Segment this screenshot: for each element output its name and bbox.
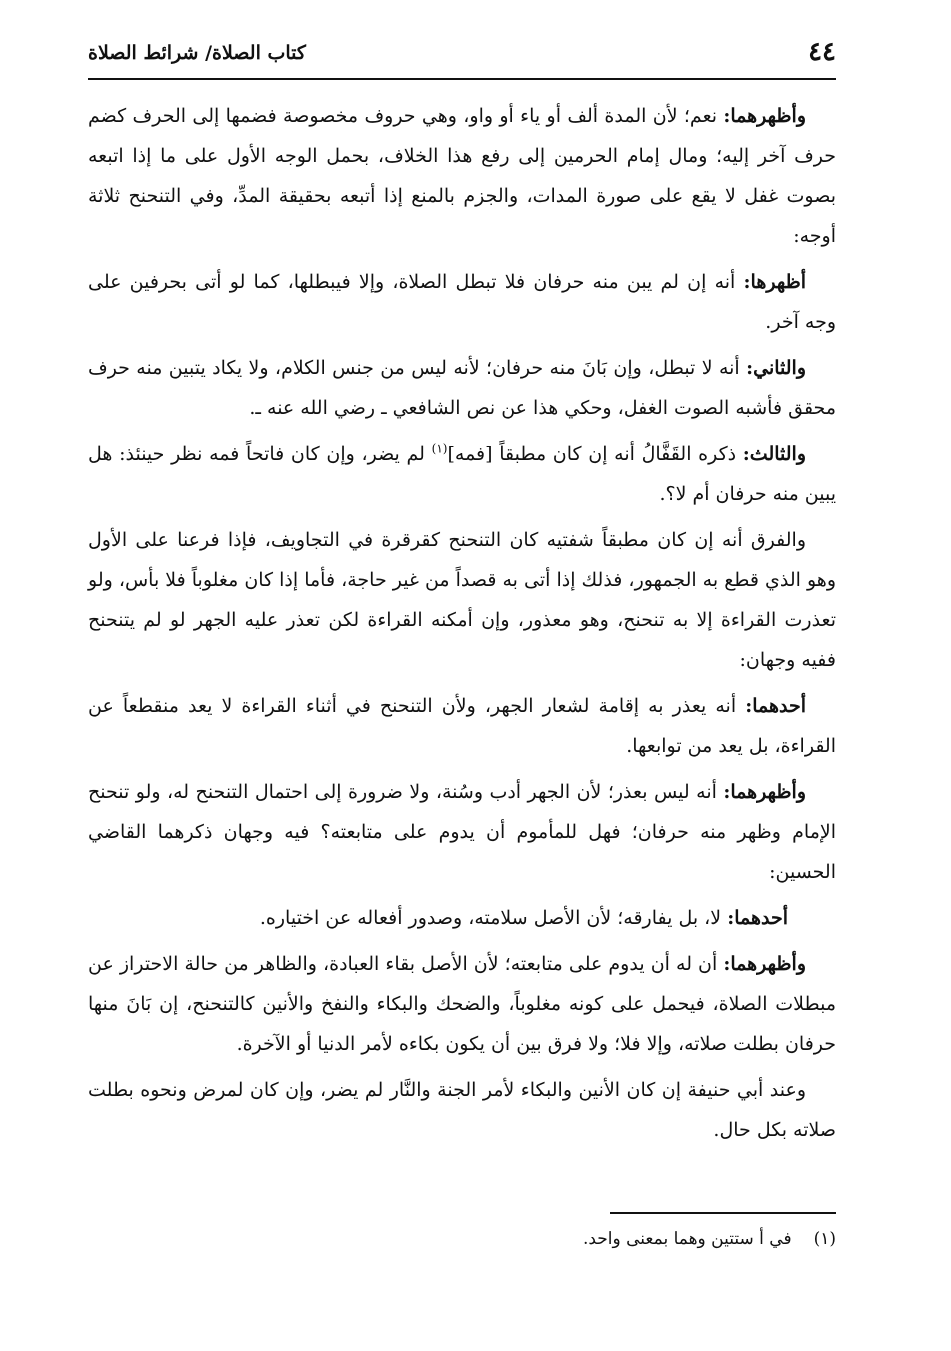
footnote-reference[interactable]: (١) — [431, 441, 448, 456]
page-header — [88, 34, 836, 74]
paragraph-text: والفرق أنه إن كان مطبقاً شفتيه كان التنحنح كقرقرة في التجاويف، فإذا فرعنا على الأول وهو الذي قطع به الجمهور، فذلك إذا أتى به قصداً من غير حاجة، فأما إذا كان مغلوباً فلا بأس، ولو تعذرت القراءة إلا به تنحنح، وهو معذور، وإن أمكنه القراءة لكن تعذر عليه الجهر لو لم يتنحنح ففيه وجهان: — [88, 529, 836, 671]
header-divider — [88, 78, 836, 80]
paragraph — [88, 1070, 836, 1150]
paragraph-lead: وأظهرهما: — [723, 953, 806, 975]
paragraph — [88, 348, 836, 428]
footnote-number: (١) — [813, 1229, 836, 1249]
main-text — [88, 96, 836, 1156]
paragraph-text: أنه لا تبطل، وإن بَانَ منه حرفان؛ لأنه ليس من جنس الكلام، ولا يكاد يتبين منه حرف محقق فأشبه الصوت الغفل، وحكي هذا عن نص الشافعي ـ رضي الله عنه ـ. — [88, 357, 836, 419]
paragraph — [88, 262, 836, 342]
paragraph — [88, 434, 836, 514]
paragraph — [88, 520, 836, 680]
paragraph-text: أنه إن لم يبن منه حرفان فلا تبطل الصلاة، وإلا فيبطلها، كما لو أتى بحرفين على وجه آخر. — [88, 271, 836, 333]
paragraph — [88, 686, 836, 766]
paragraph — [88, 944, 836, 1064]
scan-margin-mark — [2, 330, 8, 386]
paragraph-lead: والثالث: — [742, 443, 807, 465]
paragraph — [88, 772, 836, 892]
paragraph — [88, 96, 836, 256]
paragraph-text: أنه ليس بعذر؛ لأن الجهر أدب وسُنة، ولا ضرورة إلى احتمال التنحنح له، ولو تنحنح الإمام وظهر منه حرفان؛ فهل للمأموم أن يدوم على متابعته؟ فيه وجهان ذكرهما القاضي الحسين: — [88, 781, 836, 883]
running-title: كتاب الصلاة/ شرائط الصلاة — [88, 42, 306, 64]
paragraph-lead: أحدهما: — [727, 907, 788, 929]
footnote-divider — [610, 1212, 836, 1214]
page-number: ٤٤ — [808, 37, 836, 67]
paragraph-lead: أحدهما: — [745, 695, 806, 717]
paragraph-lead: وأظهرهما: — [723, 105, 806, 127]
paragraph-lead: وأظهرهما: — [723, 781, 806, 803]
paragraph-text: لا، بل يفارقه؛ لأن الأصل سلامته، وصدور أفعاله عن اختياره. — [259, 907, 728, 929]
paragraph-lead: والثاني: — [746, 357, 806, 379]
paragraph-text: أنه يعذر به إقامة لشعار الجهر، ولأن التنحنح في أثناء القراءة لا يعد منقطعاً عن القراءة، بل يعد من توابعها. — [88, 695, 836, 757]
paragraph — [88, 898, 836, 938]
paragraph-text: وعند أبي حنيفة إن كان الأنين والبكاء لأمر الجنة والنَّار لم يضر، وإن كان لمرض ونحوه بطلت صلاته بكل حال. — [88, 1079, 836, 1141]
paragraph-lead: أظهرها: — [743, 271, 806, 293]
paragraph-text: ذكره القَفَّالُ أنه إن كان مطبقاً [فمه] — [447, 443, 743, 465]
footnote — [136, 1224, 836, 1254]
paragraph-text: أن له أن يدوم على متابعته؛ لأن الأصل بقاء العبادة، والظاهر من حالة الاحتراز عن مبطلات الصلاة، فيحمل على كونه مغلوباً، والضحك والبكاء والنفخ والأنين كالتنحنح، إن بَانَ منها حرفان بطلت صلاته، وإلا فلا؛ ولا فرق بين أن يكون بكاءه لأمر الدنيا أو الآخرة. — [88, 953, 836, 1055]
footnote-text: في أ ستتين وهما بمعنى واحد. — [582, 1229, 792, 1249]
paragraph-text: نعم؛ لأن المدة ألف أو ياء أو واو، وهي حروف مخصوصة فضمها إلى الحرف كضم حرف آخر إليه؛ ومال إمام الحرمين إلى رفع هذا الخلاف، بحمل الوجه الأول على ما إذا اتبعه بصوت غفل لا يقع على صورة المدات، والجزم بالمنع إذا أتبعه بحقيقة المدِّ، وفي التنحنح ثلاثة أوجه: — [88, 105, 836, 247]
paragraph-text: لم يضر، وإن كان فاتحاً فمه نظر حينئذ: هل يبين منه حرفان أم لا؟. — [88, 443, 836, 505]
